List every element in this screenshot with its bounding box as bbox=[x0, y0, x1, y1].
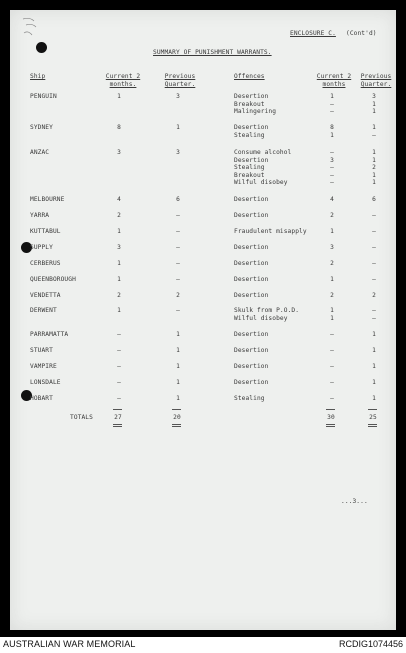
totals-rule bbox=[326, 409, 335, 410]
row-current2: 2 bbox=[330, 260, 334, 267]
row-offences: Skulk from P.O.D. Wilful disobey bbox=[234, 307, 300, 322]
totals-rule bbox=[368, 409, 377, 410]
totals-double-rule bbox=[368, 426, 377, 427]
row-previous2: 1 bbox=[372, 379, 376, 386]
row-offences: Desertion bbox=[234, 212, 269, 219]
row-offences: Fraudulent misapply bbox=[234, 228, 307, 235]
row-ship: SUPPLY bbox=[30, 244, 53, 251]
col-previous-header: Previous Quarter. bbox=[164, 73, 196, 88]
row-previous: – bbox=[176, 307, 180, 314]
row-current2: 4 bbox=[330, 196, 334, 203]
row-ship: QUEENBOROUGH bbox=[30, 276, 76, 283]
row-previous2: 3 1 1 bbox=[372, 93, 376, 116]
col-current-header: Current 2 months. bbox=[105, 73, 141, 88]
row-ship: LONSDALE bbox=[30, 379, 61, 386]
row-current2: 1 – – bbox=[330, 93, 334, 116]
row-offences: Desertion bbox=[234, 363, 269, 370]
row-offences: Desertion bbox=[234, 260, 269, 267]
totals-current2: 30 bbox=[327, 414, 335, 421]
row-previous: – bbox=[176, 260, 180, 267]
page-continue: ...3... bbox=[341, 498, 368, 505]
row-current2: 2 bbox=[330, 212, 334, 219]
row-current2: 1 1 bbox=[330, 307, 334, 322]
totals-double-rule bbox=[113, 424, 122, 425]
row-offences: Stealing bbox=[234, 395, 265, 402]
totals-label: TOTALS bbox=[70, 414, 93, 421]
row-current2: – bbox=[330, 395, 334, 402]
row-current2: – bbox=[330, 363, 334, 370]
row-ship: VAMPIRE bbox=[30, 363, 57, 370]
continuation-label: (Cont'd) bbox=[346, 30, 377, 37]
row-ship: PARRAMATTA bbox=[30, 331, 69, 338]
row-current: 1 bbox=[117, 93, 121, 100]
totals-double-rule bbox=[172, 426, 181, 427]
row-previous: – bbox=[176, 228, 180, 235]
totals-double-rule bbox=[326, 426, 335, 427]
row-current2: 1 bbox=[330, 276, 334, 283]
row-previous2: 1 – bbox=[372, 124, 376, 139]
footer-institution: AUSTRALIAN WAR MEMORIAL bbox=[3, 639, 136, 649]
totals-double-rule bbox=[368, 424, 377, 425]
row-offences: Desertion bbox=[234, 292, 269, 299]
row-previous2: – bbox=[372, 244, 376, 251]
row-previous: 3 bbox=[176, 93, 180, 100]
row-current2: 3 bbox=[330, 244, 334, 251]
row-offences: Desertion bbox=[234, 379, 269, 386]
row-previous: – bbox=[176, 244, 180, 251]
row-offences: Desertion Breakout Malingering bbox=[234, 93, 277, 116]
row-previous2: – bbox=[372, 228, 376, 235]
col-offences-header: Offences bbox=[234, 73, 265, 80]
row-previous2: 1 bbox=[372, 363, 376, 370]
totals-rule bbox=[172, 409, 181, 410]
row-previous: 1 bbox=[176, 124, 180, 131]
row-current: 1 bbox=[117, 260, 121, 267]
row-ship: CERBERUS bbox=[30, 260, 61, 267]
row-ship: DERWENT bbox=[30, 307, 57, 314]
totals-current: 27 bbox=[114, 414, 122, 421]
row-current2: 2 bbox=[330, 292, 334, 299]
row-previous: 3 bbox=[176, 149, 180, 156]
row-ship: ANZAC bbox=[30, 149, 50, 156]
col-ship-header: Ship bbox=[30, 73, 46, 80]
row-ship: YARRA bbox=[30, 212, 50, 219]
row-previous2: – bbox=[372, 260, 376, 267]
row-previous: 6 bbox=[176, 196, 180, 203]
row-current2: – bbox=[330, 331, 334, 338]
row-previous2: 6 bbox=[372, 196, 376, 203]
row-ship: MELBOURNE bbox=[30, 196, 65, 203]
row-current2: – bbox=[330, 379, 334, 386]
col-previous2-header: Previous Quarter. bbox=[360, 73, 392, 88]
row-previous: 1 bbox=[176, 331, 180, 338]
footer-record-id: RCDIG1074456 bbox=[338, 639, 403, 649]
row-previous2: 1 bbox=[372, 347, 376, 354]
row-previous: 2 bbox=[176, 292, 180, 299]
row-previous: 1 bbox=[176, 347, 180, 354]
row-current2: 1 bbox=[330, 228, 334, 235]
totals-previous2: 25 bbox=[369, 414, 377, 421]
row-previous: 1 bbox=[176, 395, 180, 402]
row-current: 3 bbox=[117, 149, 121, 156]
row-previous2: – bbox=[372, 276, 376, 283]
totals-double-rule bbox=[326, 424, 335, 425]
document-title: SUMMARY OF PUNISHMENT WARRANTS. bbox=[153, 49, 272, 56]
row-current: 2 bbox=[117, 212, 121, 219]
row-ship: VENDETTA bbox=[30, 292, 61, 299]
row-current: – bbox=[117, 347, 121, 354]
row-current: 4 bbox=[117, 196, 121, 203]
totals-rule bbox=[113, 409, 122, 410]
archive-footer bbox=[0, 637, 406, 653]
row-previous2: – bbox=[372, 212, 376, 219]
row-current: 3 bbox=[117, 244, 121, 251]
totals-double-rule bbox=[172, 424, 181, 425]
row-previous2: 1 bbox=[372, 395, 376, 402]
row-offences: Desertion bbox=[234, 331, 269, 338]
col-current2-header: Current 2 months bbox=[316, 73, 352, 88]
row-previous2: – – bbox=[372, 307, 376, 322]
row-ship: PENGUIN bbox=[30, 93, 57, 100]
enclosure-label: ENCLOSURE C. bbox=[290, 30, 336, 37]
row-current: – bbox=[117, 363, 121, 370]
row-previous2: 2 bbox=[372, 292, 376, 299]
row-current: – bbox=[117, 379, 121, 386]
row-offences: Desertion bbox=[234, 276, 269, 283]
row-offences: Desertion bbox=[234, 244, 269, 251]
row-current: – bbox=[117, 395, 121, 402]
row-ship: SYDNEY bbox=[30, 124, 53, 131]
row-current2: 8 1 bbox=[330, 124, 334, 139]
row-previous: – bbox=[176, 212, 180, 219]
row-current: 2 bbox=[117, 292, 121, 299]
row-offences: Desertion bbox=[234, 196, 269, 203]
row-offences: Desertion bbox=[234, 347, 269, 354]
row-previous2: 1 bbox=[372, 331, 376, 338]
row-ship: KUTTABUL bbox=[30, 228, 61, 235]
totals-double-rule bbox=[113, 426, 122, 427]
row-previous: 1 bbox=[176, 363, 180, 370]
row-current: 1 bbox=[117, 228, 121, 235]
row-offences: Consume alcohol Desertion Stealing Breakout Wilful disobey bbox=[234, 149, 292, 187]
punch-hole bbox=[36, 42, 47, 53]
row-current2: – bbox=[330, 347, 334, 354]
row-current: – bbox=[117, 331, 121, 338]
row-ship: STUART bbox=[30, 347, 53, 354]
row-previous: – bbox=[176, 276, 180, 283]
row-current: 1 bbox=[117, 307, 121, 314]
row-offences: Desertion Stealing bbox=[234, 124, 269, 139]
totals-previous: 20 bbox=[173, 414, 181, 421]
row-previous2: 1 1 2 1 1 bbox=[372, 149, 376, 187]
row-ship: HOBART bbox=[30, 395, 53, 402]
row-current: 1 bbox=[117, 276, 121, 283]
row-current2: – 3 – – – bbox=[330, 149, 334, 187]
pencil-annotation bbox=[20, 15, 46, 45]
row-current: 8 bbox=[117, 124, 121, 131]
row-previous: 1 bbox=[176, 379, 180, 386]
